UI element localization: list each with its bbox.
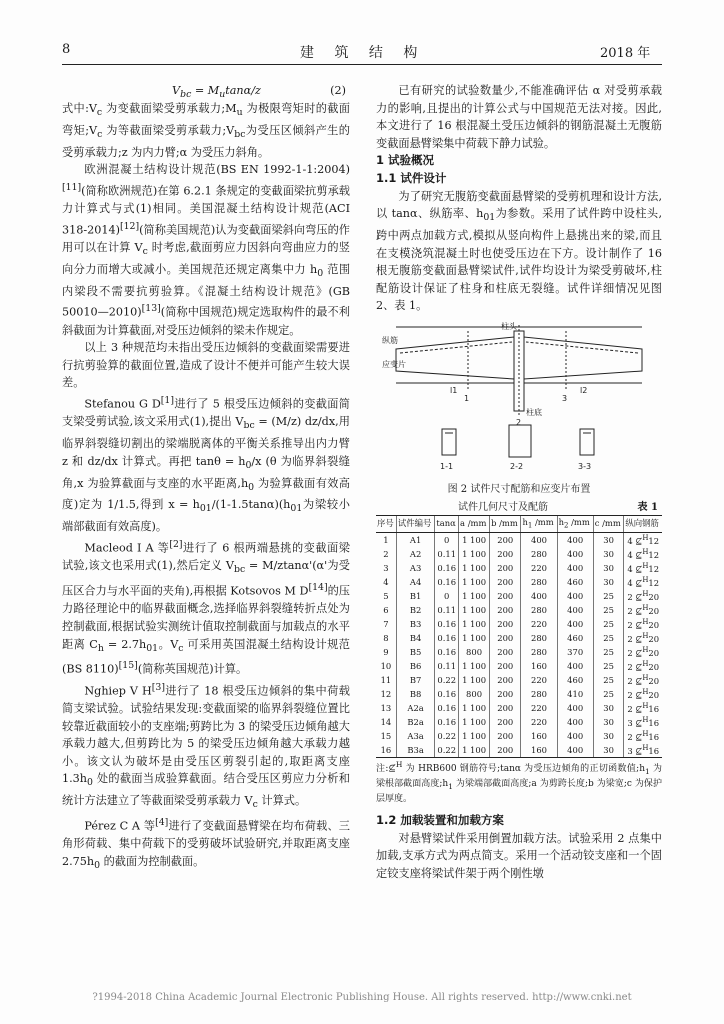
table-cell: 200 xyxy=(490,743,521,758)
table-cell: 25 xyxy=(593,659,624,673)
table-cell: 200 xyxy=(490,673,521,687)
paragraph: 欧洲混凝土结构设计规范(BS EN 1992-1-1:2004)[11](简称欧洲规范)在第 6.2.1 条规定的变截面梁抗剪承载力计算式与式(1)相同。美国混凝土结构设计规范(ACI 318-2014)[12](简称美国规范)认为变截面梁斜向弯压的作用可以在计算 $V_c$ 时考虑,截面剪应力因斜向弯曲应力的竖向分力而增大或减小。美国规范还规定离集中力 $h_0$ 范围内梁段不需要抗剪验算。《混凝土结构设计规范》(GB 50010—2010)[13](简称中国规范)规定选取构件的最不利斜截面为计算截面,对受压边倾斜的梁未作规定。 xyxy=(62,163,351,337)
label-cut-2-2: 2-2 xyxy=(510,461,524,471)
right-column xyxy=(376,82,662,882)
table-cell: 800 xyxy=(459,645,490,659)
table-cell: 200 xyxy=(490,589,521,603)
table-cell: 1 xyxy=(383,534,389,545)
table-cell: 400 xyxy=(557,715,593,729)
table-cell: 2 ⊈$^H$16 xyxy=(624,729,662,743)
table-cell: A3 xyxy=(396,561,435,575)
table-cell: 30 xyxy=(593,575,624,589)
table-row xyxy=(376,659,662,673)
table-cell: 400 xyxy=(557,729,593,743)
equation-formula: $V_{bc} = M_u\tan\alpha/z$ xyxy=(172,84,261,101)
paragraph: Stefanou G D[1]进行了 5 根受压边倾斜的变截面简支梁受剪试验,该文采用式(1),提出 $V_{bc} = (M/z)$ dz/dx,用临界斜裂缝切割出的梁端脱离体的平衡关系推导出内力臂 z 和 dz/dx 计算式。再把 $\tan\theta = h_0/x$ (θ 为临界斜裂缝角,x 为验算截面与支座的水平距离$,h_0$ 为验算截面有效高度)定为 1/1.5,得到 $x = h_{01}/(1-1.5\tan\alpha)(h_{01}$为梁较小端部截面有效高度)。 xyxy=(62,395,350,534)
paragraph: Pérez C A 等[4]进行了变截面悬臂梁在均布荷载、三角形荷载、集中荷载下的受剪破坏试验研究,并取距离支座 $2.75h_0$ 的截面为控制截面。 xyxy=(62,817,350,872)
table-cell: 0.16 xyxy=(435,561,459,575)
table-cell: 30 xyxy=(593,533,624,548)
table-cell: 280 xyxy=(521,631,557,645)
table-cell: 2 ⊈$^H$20 xyxy=(624,673,662,687)
table-cell: 220 xyxy=(521,673,557,687)
table-cell: 220 xyxy=(521,715,557,729)
footer-copyright: ?1994-2018 China Academic Journal Electronic Publishing House. All rights reserved. http://www.cnki.net xyxy=(92,992,632,1003)
table-cell: 200 xyxy=(490,631,521,645)
table-cell: 0.16 xyxy=(435,687,459,701)
section-heading: 1 试验概况 xyxy=(376,153,435,168)
equation-2 xyxy=(62,82,350,100)
table-cell: 30 xyxy=(593,715,624,729)
table-row xyxy=(376,533,662,548)
table-cell: 1 100 xyxy=(459,631,490,645)
table-cell: A3a xyxy=(396,729,435,743)
table-cell: B4 xyxy=(396,631,435,645)
table-row xyxy=(376,673,662,687)
table-cell: 410 xyxy=(557,687,593,701)
table-cell: 3 ⊈$^H$16 xyxy=(624,715,662,729)
table-cell: 0.22 xyxy=(435,729,459,743)
table-cell: 0 xyxy=(435,589,459,603)
table-cell: 160 xyxy=(521,743,557,758)
table-cell: 12 xyxy=(380,688,392,699)
table-cell: 4 ⊈$^H$12 xyxy=(624,561,662,575)
label-l2: l2 xyxy=(580,385,588,395)
table-cell: 25 xyxy=(593,617,624,631)
paragraph: Nghiep V H[3]进行了 18 根受压边倾斜的集中荷载简支梁试验。试验结果发现:变截面梁的临界斜裂缝位置比较靠近截面较小的支座端;剪跨比为 3 的梁受压边倾角越大承载力越大,但剪跨比为 5 的梁受压边倾角越大承载力越小。该文认为破坏是由受压区剪裂引起的,取距离支座 $1.3h_0$ 处的截面当成验算截面。结合受压区剪应力分析和统计方法建立了等截面梁受剪承载力 $V_c$ 计算式。 xyxy=(62,681,350,811)
table-cell: 8 xyxy=(383,632,389,643)
table-cell: 200 xyxy=(490,701,521,715)
table-row xyxy=(376,687,662,701)
table-cell: 25 xyxy=(593,673,624,687)
table-row xyxy=(376,743,662,758)
table-cell: 2 ⊈$^H$20 xyxy=(624,589,662,603)
table-cell: A2a xyxy=(396,701,435,715)
table-cell: 200 xyxy=(490,687,521,701)
table-cell: 280 xyxy=(521,645,557,659)
table-cell: 200 xyxy=(490,715,521,729)
table-header: 纵向钢筋 xyxy=(624,515,662,533)
paragraph: 对悬臂梁试件采用倒置加载方法。试验采用 2 点集中加载,支承方式为两点简支。采用一个活动铰支座和一个固定铰支座将梁试件架于两个刚性墩 xyxy=(376,831,662,880)
label-section-2: 2 xyxy=(516,417,522,427)
label-cut-3-3: 3-3 xyxy=(578,461,592,471)
table-cell: 25 xyxy=(593,603,624,617)
table-cell: 0.16 xyxy=(435,617,459,631)
table-row xyxy=(376,547,662,561)
table-cell: 4 ⊈$^H$12 xyxy=(624,575,662,589)
table-header: 试件编号 xyxy=(396,515,435,533)
table-cell: 6 xyxy=(383,604,389,615)
table-cell: 0.16 xyxy=(435,575,459,589)
specimen-figure xyxy=(376,321,662,481)
table-cell: 160 xyxy=(521,729,557,743)
rebar-left xyxy=(400,342,512,353)
table-cell: 30 xyxy=(593,743,624,758)
table-cell: 3 xyxy=(383,562,389,573)
table-cell: 1 100 xyxy=(459,547,490,561)
table-cell: 400 xyxy=(557,533,593,548)
table-cell: 0.16 xyxy=(435,645,459,659)
table-row xyxy=(376,589,662,603)
table-header: b /mm xyxy=(490,515,521,533)
paragraph: Macleod I A 等[2]进行了 6 根两端悬挑的变截面梁试验,该文也采用式(1),然后定义 $V_{bc} = M/ztan\alpha'(\alpha'$为受压区合力与水平面的夹角),再根据 Kotsovos M D[14]的压力路径理论中的临界截面概念,选择临界斜裂缝转折点处为控制截面,根据试验实测统计值取控制截面与加载点的水平距离 $C_h = 2.7h_{01}$。$V_c$ 可采用英国混凝土结构设计规范(BS 8110)[15](简称英国规范)计算。 xyxy=(62,538,350,677)
table-cell: 800 xyxy=(459,687,490,701)
table-cell: B5 xyxy=(396,645,435,659)
table-cell: 0 xyxy=(435,533,459,548)
table-cell: 2 xyxy=(383,548,389,559)
table-note: 注:⊈$^H$ 为 HRB600 钢筋符号;tanα 为受压边倾角的正切函数值$;h_1$ 为梁根部截面高度$;h_1$ 为梁端部截面高度;a 为剪跨长度;b 为梁宽;c 为保护层厚度。 xyxy=(376,760,662,805)
table-cell: 280 xyxy=(521,575,557,589)
label-strain: 应变片 xyxy=(382,359,406,369)
rebar-right xyxy=(526,342,638,353)
table-header: 序号 xyxy=(376,515,396,533)
table-cell: 200 xyxy=(490,575,521,589)
table-cell: 200 xyxy=(490,603,521,617)
table-cell: 280 xyxy=(521,547,557,561)
page-number: 8 xyxy=(62,42,71,57)
table-cell: 400 xyxy=(557,659,593,673)
table-cell: 11 xyxy=(380,674,392,685)
table-cell: 30 xyxy=(593,701,624,715)
table-cell: 30 xyxy=(593,561,624,575)
table-cell: 7 xyxy=(383,618,389,629)
table-cell: 1 100 xyxy=(459,659,490,673)
table-cell: 1 100 xyxy=(459,603,490,617)
table-row xyxy=(376,645,662,659)
table-row xyxy=(376,575,662,589)
table-cell: 5 xyxy=(383,590,389,601)
table-cell: 1 100 xyxy=(459,617,490,631)
label-column: 柱头 xyxy=(501,321,517,331)
label-bottom: 柱底 xyxy=(526,407,542,417)
table-cell: 200 xyxy=(490,645,521,659)
label-cut-1-1: 1-1 xyxy=(440,461,454,471)
table-cell: 2 ⊈$^H$20 xyxy=(624,631,662,645)
table-cell: 0.22 xyxy=(435,673,459,687)
table-cell: 400 xyxy=(557,603,593,617)
table-cell: 220 xyxy=(521,617,557,631)
table-cell: 15 xyxy=(380,730,392,741)
table-cell: 400 xyxy=(557,547,593,561)
table-title-text: 试件几何尺寸及配筋 xyxy=(458,501,548,513)
table-header: $h_2$ /mm xyxy=(557,515,593,533)
subsection-heading: 1.2 加载装置和加载方案 xyxy=(376,813,504,828)
subsection-heading: 1.1 试件设计 xyxy=(376,170,447,185)
table-cell: B6 xyxy=(396,659,435,673)
table-cell: B8 xyxy=(396,687,435,701)
table-cell: 400 xyxy=(557,589,593,603)
table-cell: B7 xyxy=(396,673,435,687)
table-cell: 14 xyxy=(380,716,392,727)
equation-number: (2) xyxy=(330,84,346,97)
table-cell: 200 xyxy=(490,533,521,548)
table-row xyxy=(376,617,662,631)
table-cell: 200 xyxy=(490,561,521,575)
table-cell: 2 ⊈$^H$20 xyxy=(624,687,662,701)
table-cell: B3a xyxy=(396,743,435,758)
page-header xyxy=(0,42,724,64)
table-cell: 400 xyxy=(557,701,593,715)
table-cell: 200 xyxy=(490,729,521,743)
label-section-3: 3 xyxy=(562,393,568,403)
table-row xyxy=(376,561,662,575)
table-cell: 1 100 xyxy=(459,589,490,603)
table-header: a /mm xyxy=(459,515,490,533)
table-title xyxy=(376,499,662,515)
table-cell: 0.11 xyxy=(435,603,459,617)
table-cell: 220 xyxy=(521,561,557,575)
journal-year: 2018 年 xyxy=(600,46,651,61)
table-cell: 280 xyxy=(521,687,557,701)
table-cell: 280 xyxy=(521,603,557,617)
table-cell: 2 ⊈$^H$20 xyxy=(624,645,662,659)
table-cell: 4 ⊈$^H$12 xyxy=(624,547,662,561)
table-cell: B3 xyxy=(396,617,435,631)
table-cell: 1 100 xyxy=(459,673,490,687)
paragraph: 为了研究无腹筋变截面悬臂梁的受剪机理和设计方法,以 tanα、纵筋率、$h_{01}$为参数。采用了试件跨中设柱头,跨中两点加载方式,模拟从竖向构件上悬挑出来的梁,而且在支模浇筑混凝土时也使受压边在下方。设计制作了 16 根无腹筋变截面悬臂梁试件,试件均设计为梁受剪破坏,柱配筋设计保证了柱身和柱底无裂缝。试件详细情况见图 2、表 1。 xyxy=(376,189,663,313)
table-cell: 160 xyxy=(521,659,557,673)
table-cell: 1 100 xyxy=(459,701,490,715)
table-cell: 400 xyxy=(557,743,593,758)
table-cell: 2 ⊈$^H$20 xyxy=(624,659,662,673)
table-cell: 9 xyxy=(383,646,389,657)
table-cell: 0.22 xyxy=(435,743,459,758)
table-header: tanα xyxy=(435,515,459,533)
table-cell: B2a xyxy=(396,715,435,729)
table-cell: 460 xyxy=(557,631,593,645)
paragraph: 已有研究的试验数量少,不能准确评估 α 对受剪承载力的影响,且提出的计算公式与中国规范无法对接。因此,本文进行了 16 根混凝土受压边倾斜的钢筋混凝土无腹筋变截面悬臂梁集中荷载下静力试验。 xyxy=(376,84,662,150)
table-cell: 3 ⊈$^H$16 xyxy=(624,743,662,758)
table-cell: 400 xyxy=(521,589,557,603)
table-cell: 400 xyxy=(557,617,593,631)
table-row xyxy=(376,631,662,645)
table-cell: 220 xyxy=(521,701,557,715)
label-l1: l1 xyxy=(450,385,458,395)
table-cell: 1 100 xyxy=(459,575,490,589)
table-cell: B1 xyxy=(396,589,435,603)
table-cell: 16 xyxy=(376,743,396,758)
table-cell: 370 xyxy=(557,645,593,659)
table-cell: 400 xyxy=(521,533,557,548)
table-number: 表 1 xyxy=(637,501,658,513)
table-cell: 200 xyxy=(490,547,521,561)
figure-caption: 图 2 试件尺寸配筋和应变片布置 xyxy=(447,483,591,495)
table-header: c /mm xyxy=(593,515,624,533)
table-cell: 25 xyxy=(593,631,624,645)
table-cell: 30 xyxy=(593,547,624,561)
table-cell: A1 xyxy=(396,533,435,548)
table-cell: 0.16 xyxy=(435,631,459,645)
table-row xyxy=(376,701,662,715)
section-2-2 xyxy=(509,425,531,457)
table-cell: 2 ⊈$^H$20 xyxy=(624,603,662,617)
table-cell: 4 xyxy=(383,576,389,587)
table-cell: 1 100 xyxy=(459,743,490,758)
table-row xyxy=(376,729,662,743)
table-cell: 2 ⊈$^H$20 xyxy=(624,617,662,631)
label-rebar: 纵筋 xyxy=(382,335,398,345)
table-cell: 25 xyxy=(593,687,624,701)
table-cell: 1 100 xyxy=(459,533,490,548)
table-cell: 25 xyxy=(593,645,624,659)
table-cell: 400 xyxy=(557,561,593,575)
table-cell: 25 xyxy=(593,589,624,603)
table-row xyxy=(376,715,662,729)
table-cell: A2 xyxy=(396,547,435,561)
table-cell: 30 xyxy=(593,729,624,743)
specimen-table xyxy=(376,515,662,759)
table-cell: B2 xyxy=(396,603,435,617)
journal-name: 建 筑 结 构 xyxy=(300,45,426,61)
table-cell: 1 100 xyxy=(459,715,490,729)
table-cell: 13 xyxy=(380,702,392,713)
paragraph: 以上 3 种规范均未指出受压边倾斜的变截面梁需要进行抗剪验算的截面位置,造成了设计不便并可能产生较大误差。 xyxy=(62,341,350,390)
table-row xyxy=(376,603,662,617)
table-cell: 4 ⊈$^H$12 xyxy=(624,533,662,548)
table-header: $h_1$ /mm xyxy=(521,515,557,533)
table-cell: 0.11 xyxy=(435,547,459,561)
table-cell: A4 xyxy=(396,575,435,589)
table-cell: 0.16 xyxy=(435,701,459,715)
table-cell: 2 ⊈$^H$16 xyxy=(624,701,662,715)
header-rule xyxy=(62,64,662,65)
table-cell: 1 100 xyxy=(459,561,490,575)
table-cell: 460 xyxy=(557,575,593,589)
table-cell: 200 xyxy=(490,617,521,631)
label-section-1: 1 xyxy=(464,393,470,403)
table-cell: 0.16 xyxy=(435,715,459,729)
table-cell: 460 xyxy=(557,673,593,687)
table-cell: 10 xyxy=(380,660,392,671)
paragraph: 式中$:V_c$ 为变截面梁受剪承载力$;M_u$ 为极限弯矩时的截面弯矩$;V_c$ 为等截面梁受剪承载力$;V_{bc}$为受压区倾斜产生的受剪承载力;z 为内力臂;α 为受压力斜角。 xyxy=(62,102,350,159)
left-column xyxy=(62,82,350,875)
table-cell: 1 100 xyxy=(459,729,490,743)
table-cell: 0.11 xyxy=(435,659,459,673)
table-cell: 200 xyxy=(490,659,521,673)
